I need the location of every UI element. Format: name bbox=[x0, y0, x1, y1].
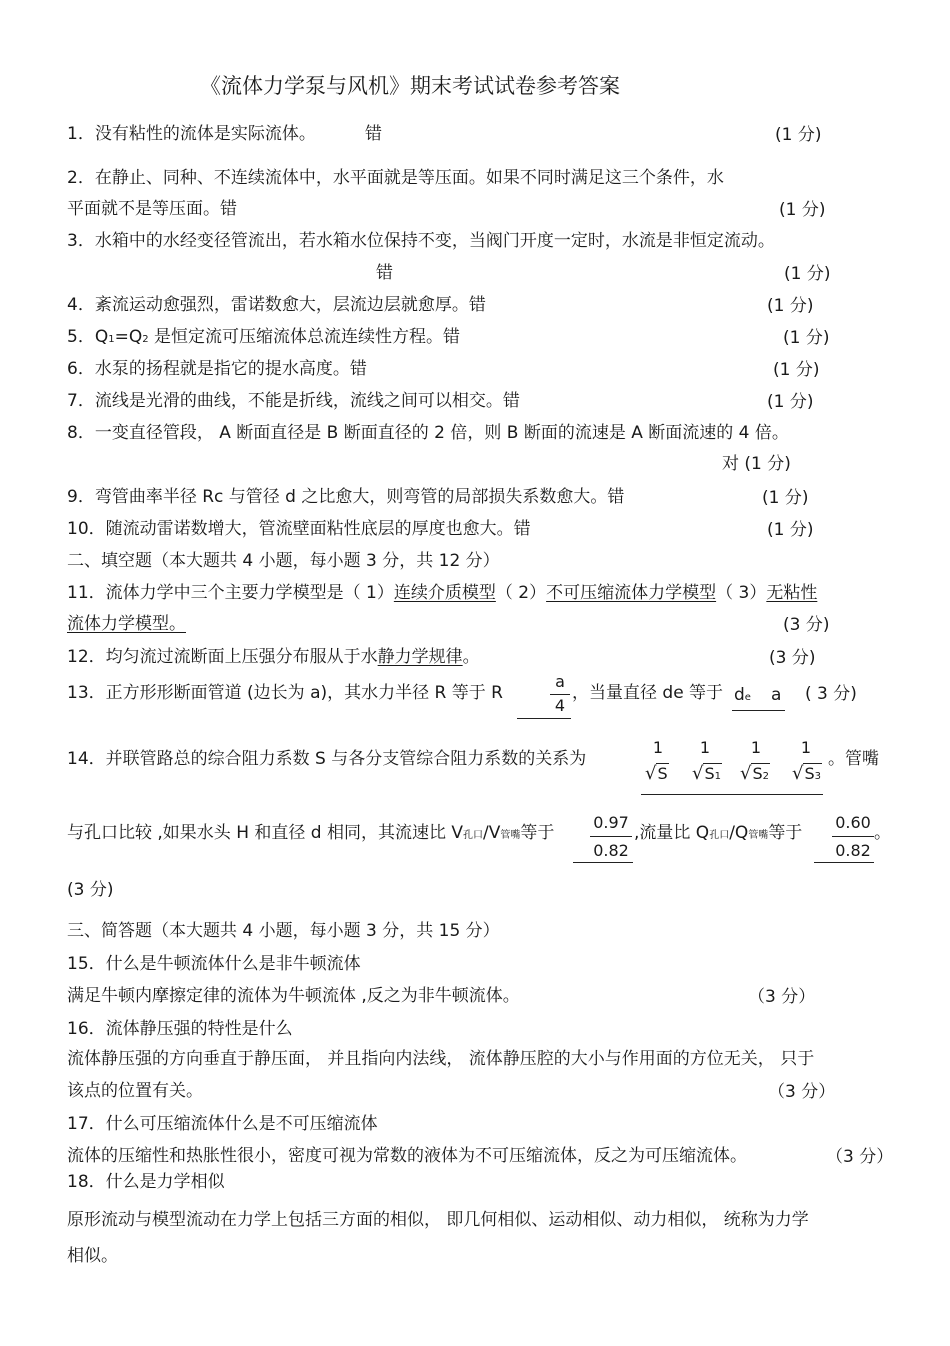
question-4: 4．紊流运动愈强烈，雷诺数愈大，层流边层就愈厚。错 bbox=[67, 295, 486, 315]
question-12: 12．均匀流过流断面上压强分布服从于水静力学规律。 bbox=[67, 647, 480, 667]
answer-13-2-underline bbox=[732, 710, 785, 711]
frac-s2-num: 1 bbox=[750, 738, 762, 757]
score-5: (1 分) bbox=[783, 328, 830, 348]
answer-18-line1: 原形流动与模型流动在力学上包括三方面的相似， 即几何相似、运动相似、动力相似， 统称为力学 bbox=[67, 1210, 809, 1230]
answer-11-1: 连续介质模型 bbox=[393, 583, 496, 603]
question-14-line2: 与孔口比较 ,如果水头 H 和直径 d 相同，其流速比 V孔口/V管嘴等于 bbox=[67, 823, 555, 843]
section-3-heading: 三、简答题（本大题共 4 小题，每小题 3 分，共 15 分） bbox=[67, 921, 500, 941]
answer-11-3b: 流体力学模型。 bbox=[67, 614, 186, 634]
score-1: (1 分) bbox=[775, 125, 822, 145]
sqrt-s1: √S1 bbox=[692, 763, 722, 784]
sqrt-s: √S bbox=[645, 763, 668, 784]
answer-11-2: 不可压缩流体力学模型 bbox=[546, 583, 717, 603]
question-1: 1．没有粘性的流体是实际流体。 bbox=[67, 124, 316, 144]
section-2-heading: 二、填空题（本大题共 4 小题，每小题 3 分，共 12 分） bbox=[67, 551, 500, 571]
score-3: (1 分) bbox=[784, 264, 831, 284]
answer-14-3-num: 0.60 bbox=[835, 813, 871, 832]
answer-18-line2: 相似。 bbox=[67, 1246, 118, 1266]
score-2: (1 分) bbox=[779, 200, 826, 220]
question-3: 3．水箱中的水经变径管流出，若水箱水位保持不变，当阀门开度一定时，水流是非恒定流动。 bbox=[67, 231, 775, 251]
question-7: 7．流线是光滑的曲线，不能是折线，流线之间可以相交。错 bbox=[67, 391, 520, 411]
question-10: 10．随流动雷诺数增大，管流壁面粘性底层的厚度也愈大。错 bbox=[67, 519, 531, 539]
sqrt-s2: √S2 bbox=[740, 763, 770, 784]
score-4: (1 分) bbox=[767, 296, 814, 316]
answer-14-1-underline bbox=[641, 794, 823, 795]
fraction-13-numerator: a bbox=[555, 672, 565, 691]
answer-14-2-num: 0.97 bbox=[593, 813, 629, 832]
answer-14-2-den: 0.82 bbox=[593, 841, 629, 860]
answer-12: 静力学规律 bbox=[377, 647, 463, 667]
question-2-line2: 平面就不是等压面。错 bbox=[67, 199, 237, 219]
page-title: 《流体力学泵与风机》期末考试试卷参考答案 bbox=[200, 74, 620, 98]
answer-16-line1: 流体静压强的方向垂直于静压面， 并且指向内法线， 流体静压腔的大小与作用面的方位无关， 只于 bbox=[67, 1049, 815, 1069]
question-6: 6．水泵的扬程就是指它的提水高度。错 bbox=[67, 359, 367, 379]
answer-13-1-underline bbox=[517, 718, 571, 719]
answer-1: 错 bbox=[365, 124, 382, 144]
score-13: ( 3 分) bbox=[805, 684, 857, 704]
question-14-post: 。管嘴 bbox=[828, 749, 879, 769]
question-11: 11．流体力学中三个主要力学模型是（ 1）连续介质模型（ 2）不可压缩流体力学模型（ 3）无粘性 bbox=[67, 583, 818, 603]
question-8: 8．一变直径管段， A 断面直径是 B 断面直径的 2 倍，则 B 断面的流速是 A 断面流速的 4 倍。 bbox=[67, 423, 789, 443]
answer-16-line2: 该点的位置有关。 bbox=[67, 1081, 203, 1101]
question-14-end: 。 bbox=[874, 823, 891, 843]
answer-14-3-bar bbox=[832, 836, 874, 837]
score-7: (1 分) bbox=[767, 392, 814, 412]
question-17: 17．什么可压缩流体什么是不可压缩流体 bbox=[67, 1114, 378, 1134]
score-6: (1 分) bbox=[773, 360, 820, 380]
question-2-line1: 2．在静止、同种、不连续流体中，水平面就是等压面。如果不同时满足这三个条件，水 bbox=[67, 168, 724, 188]
question-5: 5．Q1=Q2 是恒定流可压缩流体总流连续性方程。错 bbox=[67, 327, 460, 347]
fraction-13-denominator: 4 bbox=[554, 696, 566, 715]
question-13-text: 13．正方形形断面管道 (边长为 a)，其水力半径 R 等于 R bbox=[67, 683, 503, 703]
question-16: 16．流体静压强的特性是什么 bbox=[67, 1019, 293, 1039]
frac-s3-num: 1 bbox=[800, 738, 812, 757]
answer-14-3-den: 0.82 bbox=[835, 841, 871, 860]
frac-s-num: 1 bbox=[652, 738, 664, 757]
fraction-13-bar bbox=[550, 694, 570, 695]
answer-17: 流体的压缩性和热胀性很小，密度可视为常数的液体为不可压缩流体，反之为可压缩流体。 bbox=[67, 1146, 747, 1166]
answer-14-3-underline bbox=[814, 862, 874, 863]
answer-11-3a: 无粘性 bbox=[766, 583, 818, 603]
question-9: 9．弯管曲率半径 Rc 与管径 d 之比愈大，则弯管的局部损失系数愈大。错 bbox=[67, 487, 625, 507]
score-16: （3 分） bbox=[768, 1082, 836, 1102]
answer-14-2-underline bbox=[573, 862, 633, 863]
question-13-mid: ，当量直径 de 等于 bbox=[572, 683, 724, 703]
answer-3: 错 bbox=[376, 263, 393, 283]
score-10: (1 分) bbox=[767, 520, 814, 540]
score-11: (3 分) bbox=[783, 615, 830, 635]
answer-13-2: de a bbox=[734, 685, 782, 705]
score-15: （3 分） bbox=[748, 987, 816, 1007]
answer-15: 满足牛顿内摩擦定律的流体为牛顿流体 ,反之为非牛顿流体。 bbox=[67, 986, 520, 1006]
sqrt-s3: √S3 bbox=[792, 763, 822, 784]
score-9: (1 分) bbox=[762, 488, 809, 508]
score-17: （3 分） bbox=[826, 1147, 894, 1167]
score-12: (3 分) bbox=[769, 648, 816, 668]
answer-8: 对 (1 分) bbox=[722, 454, 791, 474]
question-14-flow: ,流量比 Q孔口/Q管嘴等于 bbox=[634, 823, 803, 843]
answer-14-2-bar bbox=[590, 836, 632, 837]
question-14-text: 14．并联管路总的综合阻力系数 S 与各分支管综合阻力系数的关系为 bbox=[67, 749, 587, 769]
score-14: (3 分) bbox=[67, 880, 114, 900]
frac-s1-num: 1 bbox=[699, 738, 711, 757]
question-18: 18．什么是力学相似 bbox=[67, 1172, 225, 1192]
question-15: 15．什么是牛顿流体什么是非牛顿流体 bbox=[67, 954, 361, 974]
